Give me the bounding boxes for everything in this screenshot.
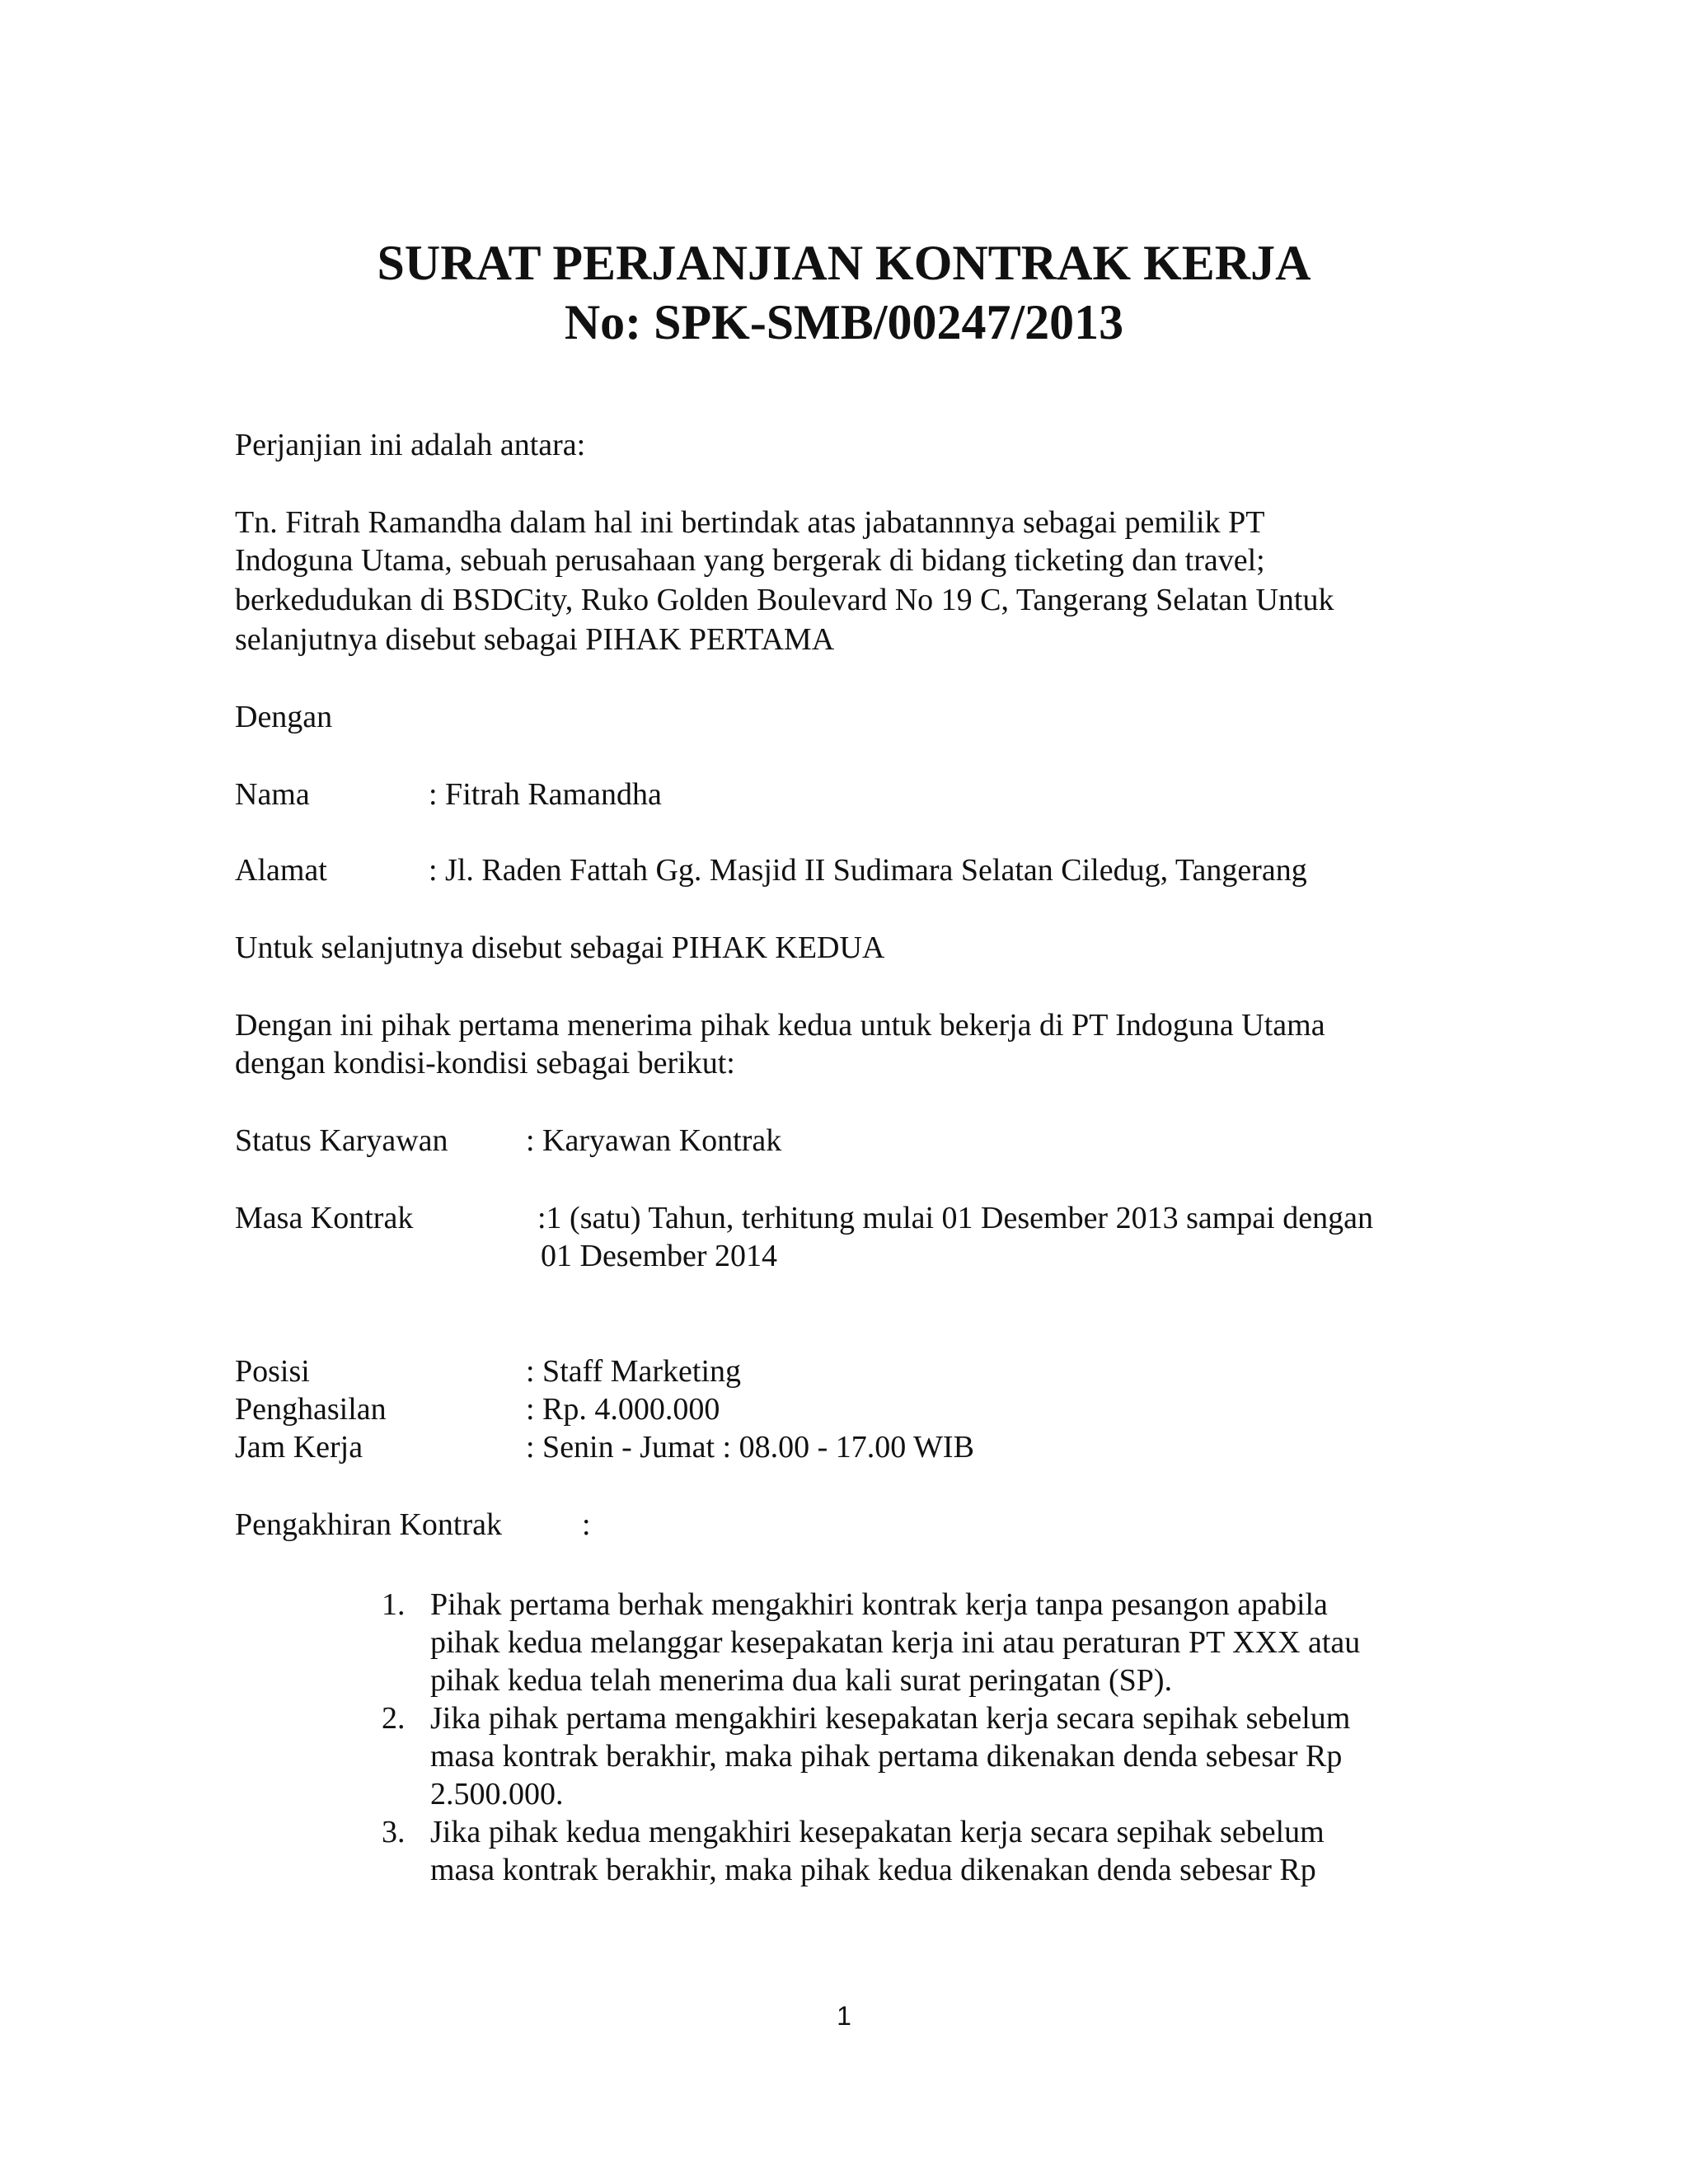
list-number: 2. [382, 1701, 406, 1736]
document-number: No: SPK-SMB/00247/2013 [564, 295, 1124, 349]
paragraph-line: Indoguna Utama, sebuah perusahaan yang bergerak di bidang ticketing dan travel; [235, 543, 1265, 578]
paragraph-line: berkedudukan di BSDCity, Ruko Golden Boulevard No 19 C, Tangerang Selatan Untuk [235, 583, 1334, 617]
list-number: 1. [382, 1587, 406, 1622]
posisi-label: Posisi [235, 1354, 310, 1389]
pihak-kedua-text: Untuk selanjutnya disebut sebagai PIHAK KEDUA [235, 930, 885, 965]
intro-text: Perjanjian ini adalah antara: [235, 428, 586, 462]
page-number: 1 [837, 2001, 851, 2031]
list-line: Jika pihak pertama mengakhiri kesepakatan kerja secara sepihak sebelum [430, 1701, 1351, 1736]
paragraph-line: Tn. Fitrah Ramandha dalam hal ini bertindak atas jabatannnya sebagai pemilik PT [235, 505, 1265, 540]
status-label: Status Karyawan [235, 1123, 448, 1158]
penghasilan-value: : Rp. 4.000.000 [526, 1392, 720, 1427]
list-line: Pihak pertama berhak mengakhiri kontrak kerja tanpa pesangon apabila [430, 1587, 1328, 1622]
paragraph-line: selanjutnya disebut sebagai PIHAK PERTAMA [235, 622, 835, 657]
list-line: masa kontrak berakhir, maka pihak kedua dikenakan denda sebesar Rp [430, 1853, 1316, 1887]
list-number: 3. [382, 1815, 406, 1849]
list-line: 2.500.000. [430, 1777, 564, 1811]
nama-value: : Fitrah Ramandha [429, 777, 662, 812]
dengan-text: Dengan [235, 700, 333, 734]
pengakhiran-colon: : [582, 1507, 591, 1542]
alamat-value: : Jl. Raden Fattah Gg. Masjid II Sudimara Selatan Ciledug, Tangerang [429, 853, 1307, 888]
paragraph-line: dengan kondisi-kondisi sebagai berikut: [235, 1046, 735, 1080]
jam-kerja-value: : Senin - Jumat : 08.00 - 17.00 WIB [526, 1430, 974, 1465]
masa-kontrak-value-cont: 01 Desember 2014 [541, 1239, 778, 1273]
nama-label: Nama [235, 777, 310, 812]
status-value: : Karyawan Kontrak [526, 1123, 782, 1158]
masa-kontrak-label: Masa Kontrak [235, 1201, 414, 1235]
masa-kontrak-value: :1 (satu) Tahun, terhitung mulai 01 Desember 2013 sampai dengan [537, 1201, 1373, 1235]
posisi-value: : Staff Marketing [526, 1354, 742, 1389]
alamat-label: Alamat [235, 853, 327, 888]
list-line: pihak kedua telah menerima dua kali surat peringatan (SP). [430, 1663, 1173, 1698]
jam-kerja-label: Jam Kerja [235, 1430, 363, 1465]
pengakhiran-label: Pengakhiran Kontrak [235, 1507, 502, 1542]
list-line: masa kontrak berakhir, maka pihak pertama dikenakan denda sebesar Rp [430, 1739, 1343, 1774]
list-line: Jika pihak kedua mengakhiri kesepakatan kerja secara sepihak sebelum [430, 1815, 1325, 1849]
list-line: pihak kedua melanggar kesepakatan kerja ini atau peraturan PT XXX atau [430, 1625, 1361, 1660]
penghasilan-label: Penghasilan [235, 1392, 387, 1427]
document-title: SURAT PERJANJIAN KONTRAK KERJA [377, 236, 1311, 290]
paragraph-line: Dengan ini pihak pertama menerima pihak kedua untuk bekerja di PT Indoguna Utama [235, 1008, 1325, 1043]
